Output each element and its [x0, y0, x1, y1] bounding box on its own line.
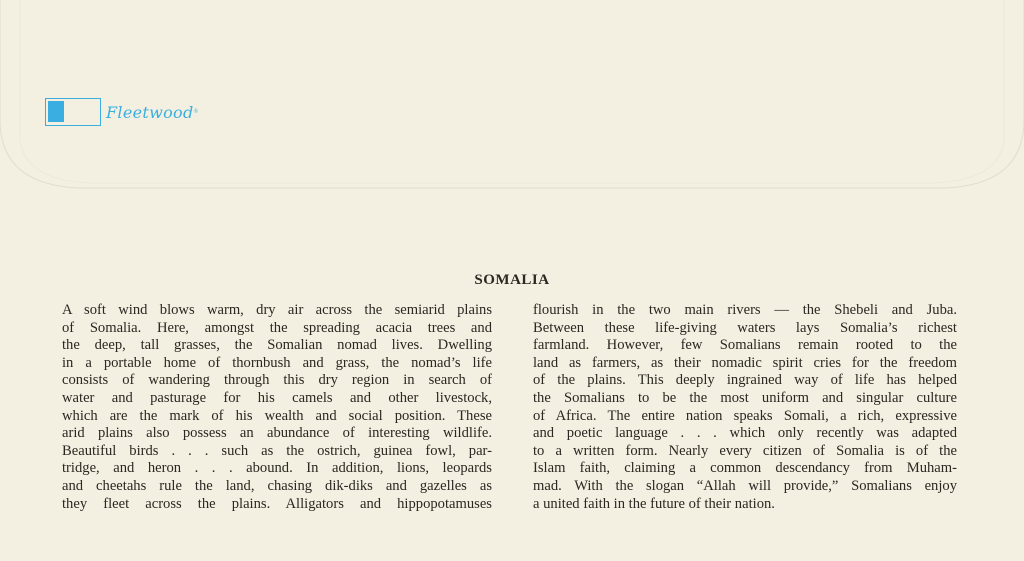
text-line: farmland. However, few Somalians remain rooted to the — [533, 337, 957, 354]
text-line: which are the mark of his wealth and social position. These — [62, 407, 492, 424]
fleetwood-logo — [45, 97, 198, 127]
text-line: they fleet across the plains. Alligators and hippopotamuses — [62, 495, 492, 512]
text-line: arid plains also possess an abundance of interesting wildlife. — [62, 425, 492, 442]
text-line: consists of wandering through this dry region in search of — [62, 372, 492, 389]
registered-mark: ® — [193, 109, 199, 115]
text-line: mad. With the slogan “Allah will provide,” Somalians enjoy — [533, 477, 957, 494]
text-line: tridge, and heron . . . abound. In addition, lions, leopards — [62, 460, 492, 477]
text-line: the deep, tall grasses, the Somalian nomad lives. Dwelling — [62, 337, 492, 354]
text-line: Beautiful birds . . . such as the ostrich, guinea fowl, par- — [62, 442, 492, 459]
text-line: Islam faith, claiming a common descendancy from Muham- — [533, 460, 957, 477]
text-line: A soft wind blows warm, dry air across the semiarid plains — [62, 302, 492, 318]
text-line: and poetic language . . . which only recently was adapted — [533, 425, 957, 442]
text-line: the Somalians to be the most uniform and singular culture — [533, 389, 957, 406]
text-line: to a written form. Nearly every citizen of Somalia is of the — [533, 442, 957, 459]
text-line: land as farmers, as their nomadic spirit cries for the freedom — [533, 354, 957, 371]
text-line: water and pasturage for his camels and other livestock, — [62, 389, 492, 406]
text-line: of Somalia. Here, amongst the spreading acacia trees and — [62, 319, 492, 336]
text-line: and cheetahs rule the land, chasing dik-diks and gazelles as — [62, 477, 492, 494]
text-line: of the plains. This deeply ingrained way of life has helped — [533, 372, 957, 389]
text-line: of Africa. The entire nation speaks Somali, a rich, expressive — [533, 407, 957, 424]
left-text-column — [62, 302, 492, 513]
logo-box-icon — [45, 98, 101, 126]
text-line: in a portable home of thornbush and grass, the nomad’s life — [62, 354, 492, 371]
text-line: a united faith in the future of their nation. — [533, 495, 775, 512]
page-title: SOMALIA — [474, 272, 550, 288]
logo-fill-block — [48, 101, 64, 122]
text-line: Between these life-giving waters lays Somalia’s richest — [533, 319, 957, 336]
right-text-column — [533, 302, 957, 513]
text-line: flourish in the two main rivers — the Shebeli and Juba. — [533, 302, 957, 318]
brand-name: Fleetwood — [106, 102, 194, 122]
